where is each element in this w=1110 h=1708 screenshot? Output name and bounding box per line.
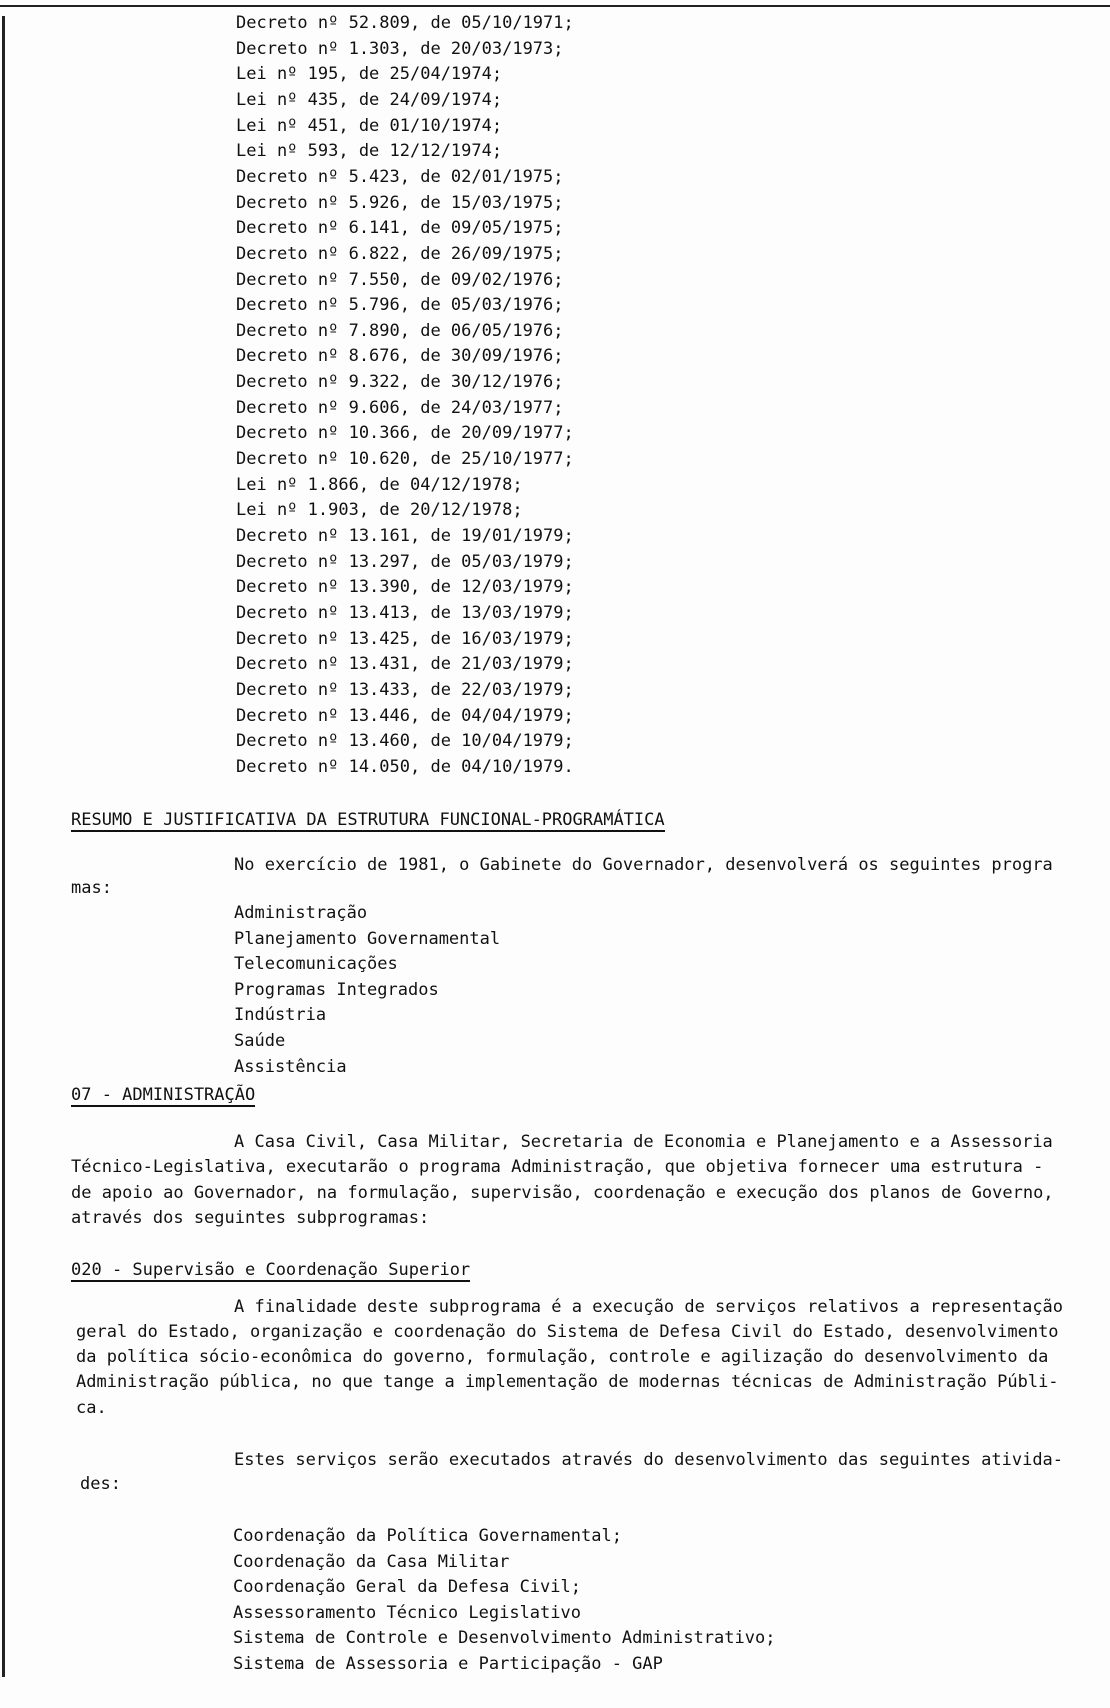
paragraph-line: ca. bbox=[76, 1398, 107, 1418]
paragraph-line: da política sócio-econômica do governo, formulação, controle e agilização do desenvolvimento da bbox=[76, 1347, 1049, 1367]
top-rule bbox=[0, 5, 1110, 7]
legislation-item: Decreto nº 5.796, de 05/03/1976; bbox=[236, 295, 564, 316]
program-item: Assistência bbox=[234, 1056, 347, 1077]
legislation-item: Decreto nº 5.926, de 15/03/1975; bbox=[236, 192, 564, 213]
legislation-item: Decreto nº 13.446, de 04/04/1979; bbox=[236, 705, 574, 726]
legislation-item: Decreto nº 7.550, de 09/02/1976; bbox=[236, 269, 564, 290]
administracao-heading: 07 - ADMINISTRAÇÃO bbox=[71, 1085, 256, 1105]
legislation-item: Decreto nº 13.390, de 12/03/1979; bbox=[236, 577, 574, 598]
legislation-item: Decreto nº 13.460, de 10/04/1979; bbox=[236, 731, 574, 752]
activities-intro-line: Estes serviços serão executados através do desenvolvimento das seguintes ativida- bbox=[234, 1450, 1064, 1470]
paragraph-line: A finalidade deste subprograma é a execução de serviços relativos a representação bbox=[234, 1297, 1064, 1317]
legislation-item: Decreto nº 7.890, de 06/05/1976; bbox=[236, 320, 564, 341]
program-item: Telecomunicações bbox=[234, 954, 398, 975]
legislation-item: Lei nº 1.866, de 04/12/1978; bbox=[236, 474, 523, 495]
legislation-item: Decreto nº 13.413, de 13/03/1979; bbox=[236, 602, 574, 623]
resumo-intro-line: mas: bbox=[71, 878, 112, 898]
legislation-item: Decreto nº 10.366, de 20/09/1977; bbox=[236, 423, 574, 444]
legislation-item: Decreto nº 6.822, de 26/09/1975; bbox=[236, 243, 564, 264]
paragraph-line: A Casa Civil, Casa Militar, Secretaria de Economia e Planejamento e a Assessoria bbox=[234, 1132, 1053, 1152]
program-item: Planejamento Governamental bbox=[234, 928, 501, 949]
activity-item: Coordenação Geral da Defesa Civil; bbox=[233, 1577, 581, 1598]
paragraph-line: Técnico-Legislativa, executarão o programa Administração, que objetiva fornecer uma estrutura - bbox=[71, 1157, 1044, 1177]
paragraph-line: geral do Estado, organização e coordenação do Sistema de Defesa Civil do Estado, desenvolvimento bbox=[76, 1322, 1059, 1342]
legislation-item: Decreto nº 14.050, de 04/10/1979. bbox=[236, 756, 574, 777]
activity-item: Sistema de Controle e Desenvolvimento Administrativo; bbox=[233, 1628, 776, 1649]
program-item: Indústria bbox=[234, 1005, 327, 1026]
legislation-item: Decreto nº 13.161, de 19/01/1979; bbox=[236, 526, 574, 546]
activity-item: Sistema de Assessoria e Participação - GAP bbox=[233, 1654, 663, 1674]
resumo-heading: RESUMO E JUSTIFICATIVA DA ESTRUTURA FUNCIONAL-PROGRAMÁTICA bbox=[71, 810, 665, 830]
legislation-item: Decreto nº 13.433, de 22/03/1979; bbox=[236, 679, 574, 700]
legislation-item: Decreto nº 9.322, de 30/12/1976; bbox=[236, 372, 564, 393]
activity-item: Coordenação da Política Governamental; bbox=[233, 1526, 622, 1546]
legislation-item: Decreto nº 5.423, de 02/01/1975; bbox=[236, 166, 564, 187]
legislation-item: Decreto nº 52.809, de 05/10/1971; bbox=[236, 13, 574, 33]
legislation-item: Decreto nº 8.676, de 30/09/1976; bbox=[236, 346, 564, 367]
legislation-item: Decreto nº 9.606, de 24/03/1977; bbox=[236, 397, 564, 418]
legislation-item: Decreto nº 13.297, de 05/03/1979; bbox=[236, 551, 574, 572]
activities-intro-line: des: bbox=[80, 1474, 121, 1494]
legislation-item: Lei nº 1.903, de 20/12/1978; bbox=[236, 500, 523, 521]
activity-item: Coordenação da Casa Militar bbox=[233, 1551, 510, 1572]
legislation-item: Decreto nº 6.141, de 09/05/1975; bbox=[236, 218, 564, 239]
legislation-item: Decreto nº 13.431, de 21/03/1979; bbox=[236, 654, 574, 675]
program-item: Programas Integrados bbox=[234, 979, 439, 1000]
legislation-item: Lei nº 451, de 01/10/1974; bbox=[236, 115, 503, 136]
legislation-item: Decreto nº 13.425, de 16/03/1979; bbox=[236, 628, 574, 649]
legislation-item: Lei nº 435, de 24/09/1974; bbox=[236, 89, 503, 110]
legislation-item: Lei nº 195, de 25/04/1974; bbox=[236, 64, 503, 85]
activity-item: Assessoramento Técnico Legislativo bbox=[233, 1602, 581, 1623]
resumo-intro-line: No exercício de 1981, o Gabinete do Governador, desenvolverá os seguintes progra bbox=[234, 855, 1053, 875]
legislation-item: Lei nº 593, de 12/12/1974; bbox=[236, 141, 503, 162]
program-item: Administração bbox=[234, 903, 368, 923]
left-margin-rule bbox=[2, 16, 5, 1677]
legislation-item: Decreto nº 10.620, de 25/10/1977; bbox=[236, 449, 574, 470]
paragraph-line: de apoio ao Governador, na formulação, supervisão, coordenação e execução dos planos de Governo, bbox=[71, 1183, 1054, 1203]
program-item: Saúde bbox=[234, 1031, 286, 1051]
legislation-item: Decreto nº 1.303, de 20/03/1973; bbox=[236, 38, 564, 59]
subprograma-heading: 020 - Supervisão e Coordenação Superior bbox=[71, 1260, 471, 1280]
paragraph-line: através dos seguintes subprogramas: bbox=[71, 1208, 430, 1228]
paragraph-line: Administração pública, no que tange a implementação de modernas técnicas de Administração Públi- bbox=[76, 1372, 1059, 1392]
